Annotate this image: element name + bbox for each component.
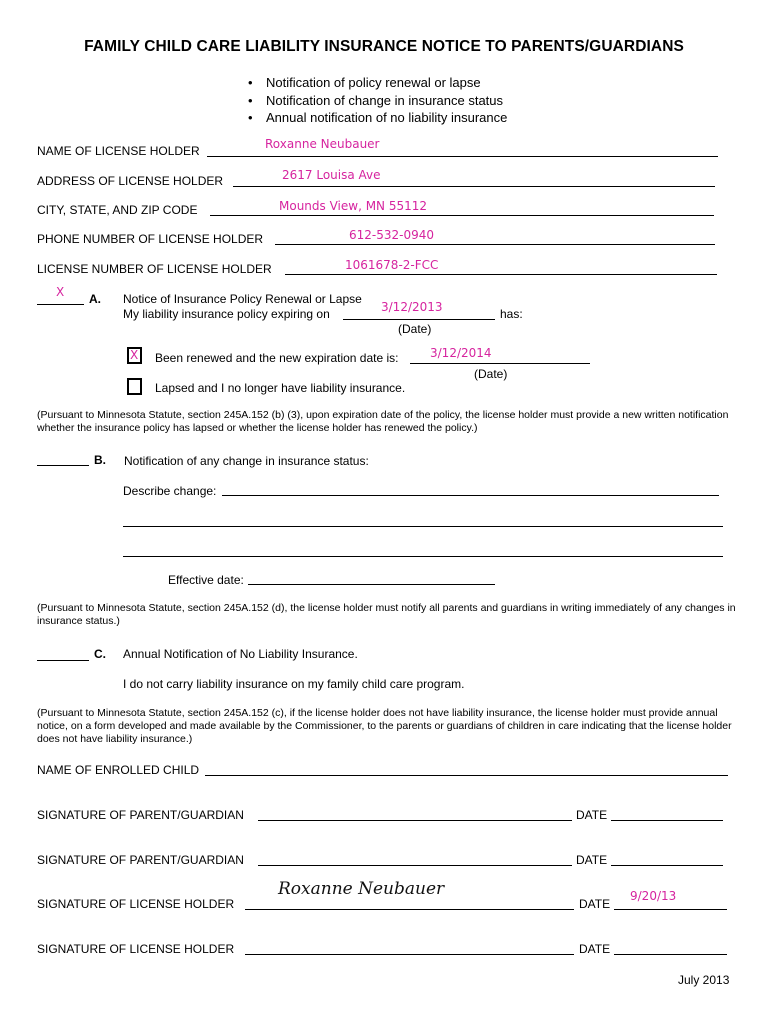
section-b-letter: B. (94, 453, 106, 467)
lapsed-checkbox[interactable] (127, 378, 142, 395)
license-field[interactable]: 1061678-2-FCC (345, 258, 439, 272)
section-a-blank (37, 304, 84, 305)
date-label: DATE (576, 853, 608, 867)
parent-date-field-1[interactable] (611, 820, 723, 821)
holder-signature-label: SIGNATURE OF LICENSE HOLDER (37, 942, 235, 956)
holder-date-line (614, 909, 727, 910)
address-line (233, 186, 715, 187)
section-a-note: (Pursuant to Minnesota Statute, section 245A.152 (b) (3), upon expiration date of the policy, the license holder must provide a new written notification whether the insurance policy has lapsed or whether the license holder has renewed the policy.) (37, 409, 729, 434)
holder-signature-line-1 (245, 909, 574, 910)
section-c-letter: C. (94, 647, 106, 661)
expiry-date-field[interactable]: 3/12/2013 (381, 300, 443, 314)
child-name-field[interactable] (205, 775, 728, 776)
list-item: • Notification of change in insurance status (248, 92, 504, 108)
footer-date: July 2013 (678, 973, 730, 987)
license-line (285, 274, 717, 275)
no-insurance-statement: I do not carry liability insurance on my family child care program. (123, 677, 465, 691)
renewed-date-line (410, 363, 590, 364)
describe-change-label: Describe change: (123, 484, 217, 498)
parent-signature-label: SIGNATURE OF PARENT/GUARDIAN (37, 853, 244, 867)
holder-signature-field-2[interactable] (245, 954, 574, 955)
phone-line (275, 244, 715, 245)
describe-change-line-2[interactable] (123, 526, 723, 527)
holder-date-field[interactable]: 9/20/13 (630, 889, 677, 903)
holder-signature-label: SIGNATURE OF LICENSE HOLDER (37, 897, 235, 911)
date-label: DATE (576, 808, 608, 822)
renewed-date-field[interactable]: 3/12/2014 (430, 346, 492, 360)
form-title: FAMILY CHILD CARE LIABILITY INSURANCE NOTICE TO PARENTS/GUARDIANS (84, 38, 684, 55)
describe-change-line-3[interactable] (123, 556, 723, 557)
date-label: DATE (579, 897, 611, 911)
parent-signature-field-1[interactable] (258, 820, 572, 821)
renewed-check-mark: X (130, 348, 139, 362)
city-label: CITY, STATE, AND ZIP CODE (37, 203, 198, 217)
purpose-list (248, 74, 507, 127)
section-a-mark[interactable]: X (56, 285, 65, 299)
has-text: has: (500, 307, 523, 321)
city-line (210, 215, 714, 216)
section-b-note: (Pursuant to Minnesota Statute, section 245A.152 (d), the license holder must notify all parents and guardians in writing immediately of any changes in insurance status.) (37, 602, 736, 627)
effective-date-field[interactable] (248, 584, 495, 585)
license-label: LICENSE NUMBER OF LICENSE HOLDER (37, 262, 272, 276)
phone-field[interactable]: 612-532-0940 (349, 228, 435, 242)
name-line (207, 156, 718, 157)
name-field[interactable]: Roxanne Neubauer (265, 137, 380, 151)
section-a-letter: A. (89, 292, 101, 306)
date-label: DATE (579, 942, 611, 956)
name-label: NAME OF LICENSE HOLDER (37, 144, 200, 158)
effective-date-label: Effective date: (168, 573, 244, 587)
list-item: • Notification of policy renewal or lapse (248, 75, 481, 90)
policy-expiring-text: My liability insurance policy expiring on (123, 307, 330, 321)
describe-change-field[interactable] (222, 495, 719, 496)
section-a-heading: Notice of Insurance Policy Renewal or Lapse (123, 292, 362, 306)
parent-signature-field-2[interactable] (258, 865, 572, 866)
section-b-heading: Notification of any change in insurance status: (124, 454, 369, 468)
holder-date-field-2[interactable] (614, 954, 727, 955)
renewed-date-caption: (Date) (474, 367, 508, 381)
parent-signature-label: SIGNATURE OF PARENT/GUARDIAN (37, 808, 244, 822)
parent-date-field-2[interactable] (611, 865, 723, 866)
expiry-line (343, 319, 495, 320)
section-c-blank (37, 660, 89, 661)
holder-signature-field[interactable]: Roxanne Neubauer (278, 879, 445, 899)
section-c-heading: Annual Notification of No Liability Insurance. (123, 647, 358, 661)
section-b-blank (37, 465, 89, 466)
list-item: • Annual notification of no liability insurance (248, 110, 508, 125)
date-caption: (Date) (398, 322, 432, 336)
renewed-text: Been renewed and the new expiration date is: (155, 351, 399, 365)
address-field[interactable]: 2617 Louisa Ave (282, 168, 381, 182)
section-c-note: (Pursuant to Minnesota Statute, section 245A.152 (c), if the license holder does not have liability insurance, the license holder must provide annual notice, on a form developed and made available by the Commissioner, to the parents or guardians of children in care indicating that the license holder does not have liability insurance.) (37, 707, 732, 745)
address-label: ADDRESS OF LICENSE HOLDER (37, 174, 224, 188)
phone-label: PHONE NUMBER OF LICENSE HOLDER (37, 232, 264, 246)
child-name-label: NAME OF ENROLLED CHILD (37, 763, 200, 777)
city-field[interactable]: Mounds View, MN 55112 (279, 199, 428, 213)
lapsed-text: Lapsed and I no longer have liability insurance. (155, 381, 406, 395)
